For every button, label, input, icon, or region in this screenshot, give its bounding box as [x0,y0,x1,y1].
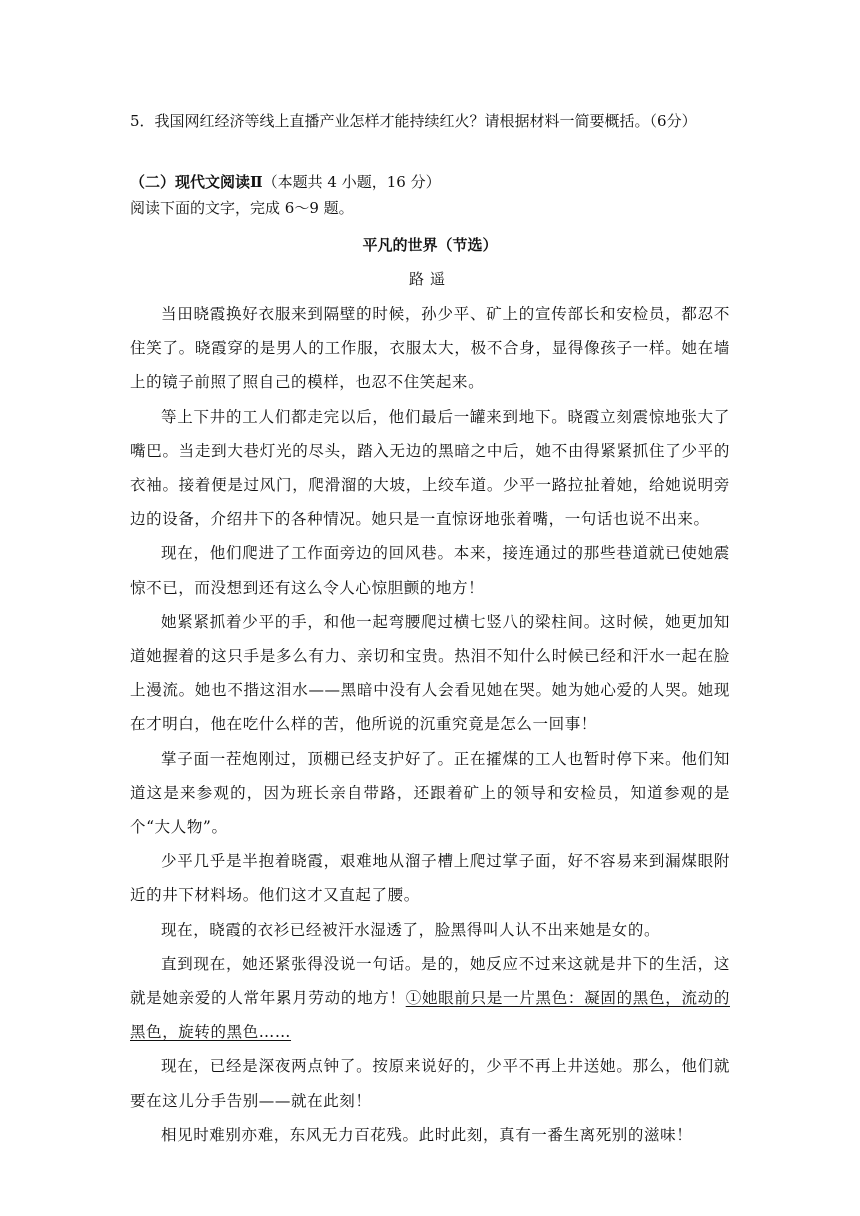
section-title-detail: （本题共 4 小题，16 分） [262,173,441,191]
paragraph: 现在，他们爬进了工作面旁边的回风巷。本来，接连通过的那些巷道就已使她震惊不已，而没想到还有这么令人心惊胆颤的地方！ [130,544,730,597]
paragraph: 相见时难别亦难，东风无力百花残。此时此刻，真有一番生离死别的滋味！ [161,1125,693,1144]
paragraph: 少平几乎是半抱着晓霞，艰难地从溜子槽上爬过掌子面，好不容易来到漏煤眼附近的井下材料场。他们这才又直起了腰。 [130,852,730,905]
section-title-bold: （二）现代文阅读Ⅱ [130,173,263,191]
passage-author: 路遥 [408,270,451,288]
paragraph: 当田晓霞换好衣服来到隔壁的时候，孙少平、矿上的宣传部长和安检员，都忍不住笑了。晓霞穿的是男人的工作服，衣服太大，极不合身，显得像孩子一样。她在墙上的镜子前照了照自己的模样，也忍不住笑起来。 [130,305,730,392]
underlined-sentence-1: ①她眼前只是一片黑色：凝固的黑色，流动的黑色，旋转的黑色…… [130,989,730,1042]
passage-title: 平凡的世界（节选） [362,236,498,254]
paragraph: 现在，已经是深夜两点钟了。按原来说好的，少平不再上井送她。那么，他们就要在这儿分手告别——就在此刻！ [130,1057,730,1110]
paragraph: 现在，晓霞的衣衫已经被汗水湿透了，脸黑得叫人认不出来她是女的。 [161,920,661,939]
section-heading [130,171,441,193]
paragraph: 等上下井的工人们都走完以后，他们最后一罐来到地下。晓霞立刻震惊地张大了嘴巴。当走到大巷灯光的尽头，踏入无边的黑暗之中后，她不由得紧紧抓住了少平的衣袖。接着便是过风门，爬滑溜的大坡，上绞车道。少平一路拉扯着她，给她说明旁边的设备，介绍井下的各种情况。她只是一直惊讶地张着嘴，一句话也说不出来。 [130,407,730,529]
paragraph: 掌子面一茬炮刚过，顶棚已经支护好了。正在攉煤的工人也暂时停下来。他们知道这是来参观的，因为班长亲自带路，还跟着矿上的领导和安检员，知道参观的是个“大人物”。 [130,749,730,837]
paragraph-with-underline [130,947,730,1050]
paragraph: 她紧紧抓着少平的手，和他一起弯腰爬过横七竖八的梁柱间。这时候，她更加知道她握着的这只手是多么有力、亲切和宝贵。热泪不知什么时候已经和汗水一起在脸上漫流。她也不揩这泪水——黑暗中没有人会看见她在哭。她为她心爱的人哭。她现在才明白，他在吃什么样的苦，他所说的沉重究竟是怎么一回事！ [130,612,730,734]
paragraph-text: 直到现在，她还紧张得没说一句话。是的，她反应不过来这就是井下的生活，这就是她亲爱的人常年累月劳动的地方！ [130,954,730,1008]
question-5: 5．我国网红经济等线上直播产业怎样才能持续红火？请根据材料一简要概括。（6分） [130,112,697,130]
passage-body [130,297,730,1152]
section-instruction: 阅读下面的文字，完成 6～9 题。 [130,199,354,217]
